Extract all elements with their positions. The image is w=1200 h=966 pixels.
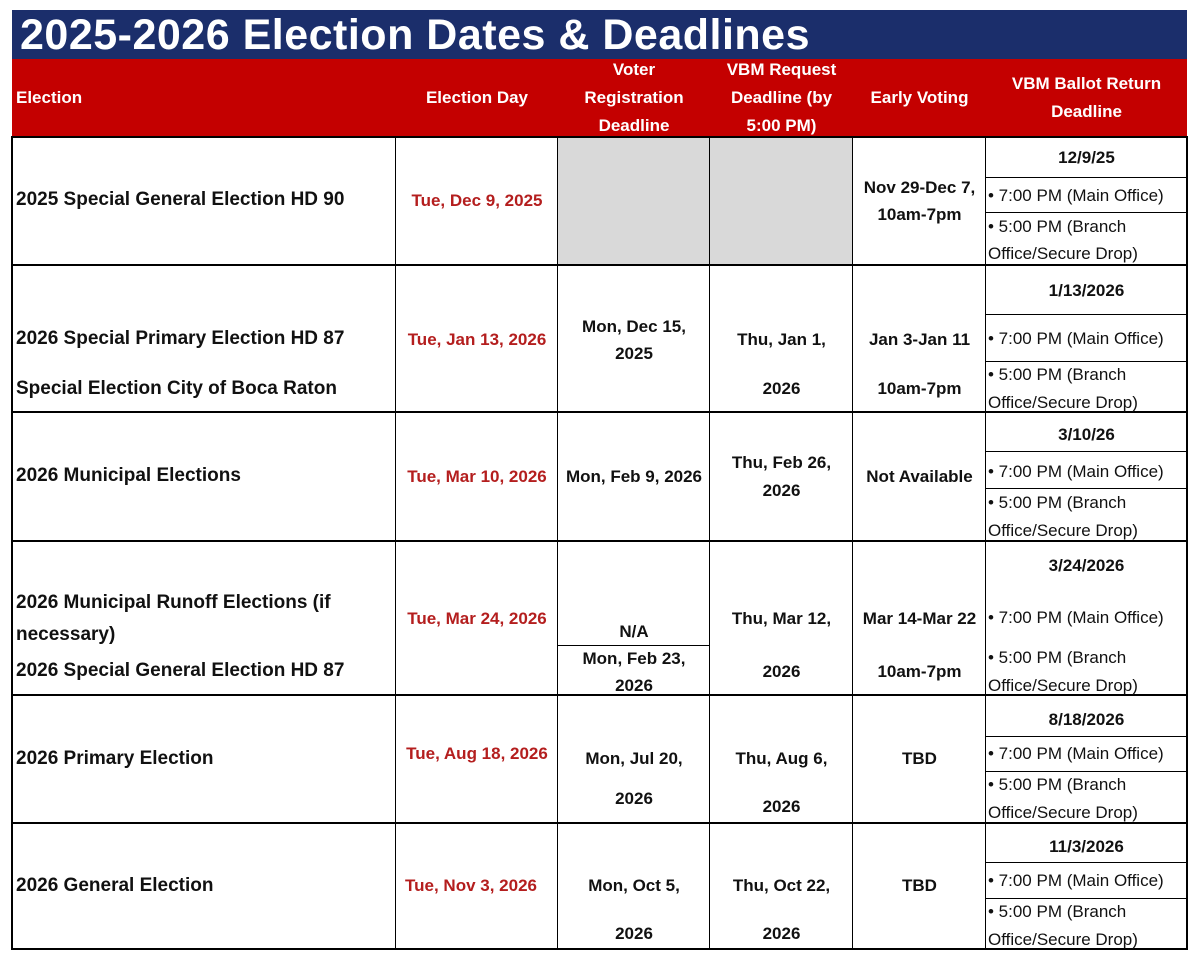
- return-main-office: • 7:00 PM (Main Office): [988, 462, 1164, 481]
- voter-registration-deadline: 2025: [615, 344, 653, 363]
- header-election-day: Election Day: [396, 59, 558, 137]
- header-vbm-return-line: Deadline: [1051, 102, 1122, 121]
- grid-line: [985, 137, 986, 950]
- early-voting: TBD: [902, 876, 937, 895]
- early-voting: TBD: [902, 749, 937, 768]
- voter-registration-deadline: Mon, Feb 9, 2026: [565, 467, 703, 486]
- voter-registration-deadline: Mon, Jul 20,: [585, 749, 683, 768]
- election-day: Tue, Aug 18, 2026: [406, 744, 548, 763]
- return-main-office: • 7:00 PM (Main Office): [988, 871, 1164, 890]
- grid-line: [1186, 137, 1188, 950]
- header-vbm-return-line: VBM Ballot Return: [1011, 74, 1162, 93]
- grid-line: [986, 771, 1187, 772]
- election-day: Tue, Jan 13, 2026: [407, 330, 547, 349]
- early-voting: Mar 14-Mar 22: [862, 609, 977, 628]
- early-voting: 10am-7pm: [877, 379, 962, 398]
- return-date: 3/10/26: [1058, 425, 1115, 444]
- return-branch-office: • 5:00 PM (Branch: [988, 902, 1127, 921]
- election-name: 2025 Special General Election HD 90: [16, 189, 345, 210]
- election-name: 2026 Municipal Elections: [16, 465, 241, 486]
- vbm-request-deadline: 2026: [762, 924, 801, 943]
- return-date: 11/3/2026: [1049, 837, 1124, 856]
- return-main-office: • 7:00 PM (Main Office): [988, 744, 1164, 763]
- page-title: 2025-2026 Election Dates & Deadlines: [20, 11, 810, 59]
- vbm-request-deadline: Thu, Mar 12,: [731, 609, 832, 628]
- early-voting: 10am-7pm: [877, 662, 962, 681]
- voter-registration-deadline: Mon, Oct 5,: [588, 876, 680, 895]
- header-voter-registration-line: Deadline: [598, 116, 670, 135]
- grid-line: [986, 361, 1187, 362]
- return-branch-office: • 5:00 PM (Branch: [988, 493, 1127, 512]
- header-voter-registration-line: Voter: [612, 60, 656, 79]
- return-branch-office: Office/Secure Drop): [988, 244, 1138, 263]
- election-name: necessary): [16, 624, 116, 645]
- return-branch-office: Office/Secure Drop): [988, 930, 1138, 949]
- return-branch-office: • 5:00 PM (Branch: [988, 775, 1127, 794]
- vbm-request-deadline: Thu, Aug 6,: [735, 749, 828, 768]
- grid-line: [986, 898, 1187, 899]
- grid-line: [986, 212, 1187, 213]
- grid-line: [986, 314, 1187, 315]
- header-election: Election: [12, 59, 396, 137]
- return-main-office: • 7:00 PM (Main Office): [988, 608, 1164, 627]
- election-name: 2026 Primary Election: [16, 748, 214, 769]
- header-vbm-request-line: Deadline (by: [730, 88, 833, 107]
- early-voting: 10am-7pm: [877, 205, 962, 224]
- grid-line: [11, 137, 13, 950]
- return-main-office: • 7:00 PM (Main Office): [988, 329, 1164, 348]
- vbm-request-deadline: 2026: [762, 481, 801, 500]
- election-name: 2026 General Election: [16, 875, 214, 896]
- voter-registration-deadline: 2026: [615, 924, 653, 943]
- voter-registration-deadline: Mon, Feb 23,: [582, 649, 686, 668]
- vbm-request-deadline: 2026: [762, 797, 801, 816]
- header-vbm-return: [986, 59, 1187, 137]
- return-date: 3/24/2026: [1048, 556, 1125, 575]
- return-date: 12/9/25: [1058, 148, 1115, 167]
- header-voter-registration: [558, 59, 710, 137]
- voter-registration-deadline: N/A: [619, 622, 649, 641]
- election-day: Tue, Dec 9, 2025: [411, 191, 543, 210]
- grid-line: [986, 736, 1187, 737]
- header-vbm-request-line: 5:00 PM): [746, 116, 817, 135]
- early-voting: Jan 3-Jan 11: [868, 330, 971, 349]
- return-branch-office: Office/Secure Drop): [988, 521, 1138, 540]
- election-day: Tue, Nov 3, 2026: [405, 876, 537, 895]
- header-vbm-request-line: VBM Request: [726, 60, 837, 79]
- return-date: 8/18/2026: [1048, 710, 1125, 729]
- grid-line: [11, 136, 1188, 138]
- grid-line: [986, 488, 1187, 489]
- grid-line: [986, 862, 1187, 863]
- vbm-request-deadline: Thu, Feb 26,: [731, 453, 832, 472]
- election-name: Special Election City of Boca Raton: [16, 378, 337, 399]
- title-bar: [12, 10, 1187, 59]
- return-main-office: • 7:00 PM (Main Office): [988, 186, 1164, 205]
- early-voting: Not Available: [866, 467, 973, 486]
- early-voting: Nov 29-Dec 7,: [863, 178, 976, 197]
- header-vbm-request: [710, 59, 853, 137]
- vbm-request-deadline: Thu, Oct 22,: [732, 876, 831, 895]
- grid-line: [709, 137, 710, 950]
- election-day: Tue, Mar 24, 2026: [407, 609, 547, 628]
- election-name: 2026 Special Primary Election HD 87: [16, 328, 345, 349]
- return-branch-office: • 5:00 PM (Branch: [988, 217, 1127, 236]
- grid-line: [395, 137, 396, 950]
- empty-cell: [710, 137, 853, 264]
- return-branch-office: Office/Secure Drop): [988, 803, 1138, 822]
- empty-cell: [558, 137, 710, 264]
- vbm-request-deadline: 2026: [762, 662, 801, 681]
- return-branch-office: Office/Secure Drop): [988, 393, 1138, 412]
- election-day: Tue, Mar 10, 2026: [407, 467, 547, 486]
- grid-line: [852, 137, 853, 950]
- header-early-voting: Early Voting: [853, 59, 986, 137]
- vbm-request-deadline: 2026: [762, 379, 801, 398]
- voter-registration-deadline: 2026: [615, 789, 653, 808]
- grid-line: [986, 177, 1187, 178]
- voter-registration-deadline: 2026: [615, 676, 653, 695]
- grid-line: [986, 451, 1187, 452]
- voter-registration-deadline: Mon, Dec 15,: [582, 317, 686, 336]
- return-branch-office: Office/Secure Drop): [988, 676, 1138, 695]
- election-name: 2026 Special General Election HD 87: [16, 660, 345, 681]
- return-branch-office: • 5:00 PM (Branch: [988, 648, 1127, 667]
- election-name: 2026 Municipal Runoff Elections (if: [16, 592, 331, 613]
- return-branch-office: • 5:00 PM (Branch: [988, 365, 1127, 384]
- header-voter-registration-line: Registration: [584, 88, 684, 107]
- grid-line: [558, 645, 710, 646]
- return-date: 1/13/2026: [1048, 281, 1125, 300]
- vbm-request-deadline: Thu, Jan 1,: [737, 330, 826, 349]
- grid-line: [557, 137, 558, 950]
